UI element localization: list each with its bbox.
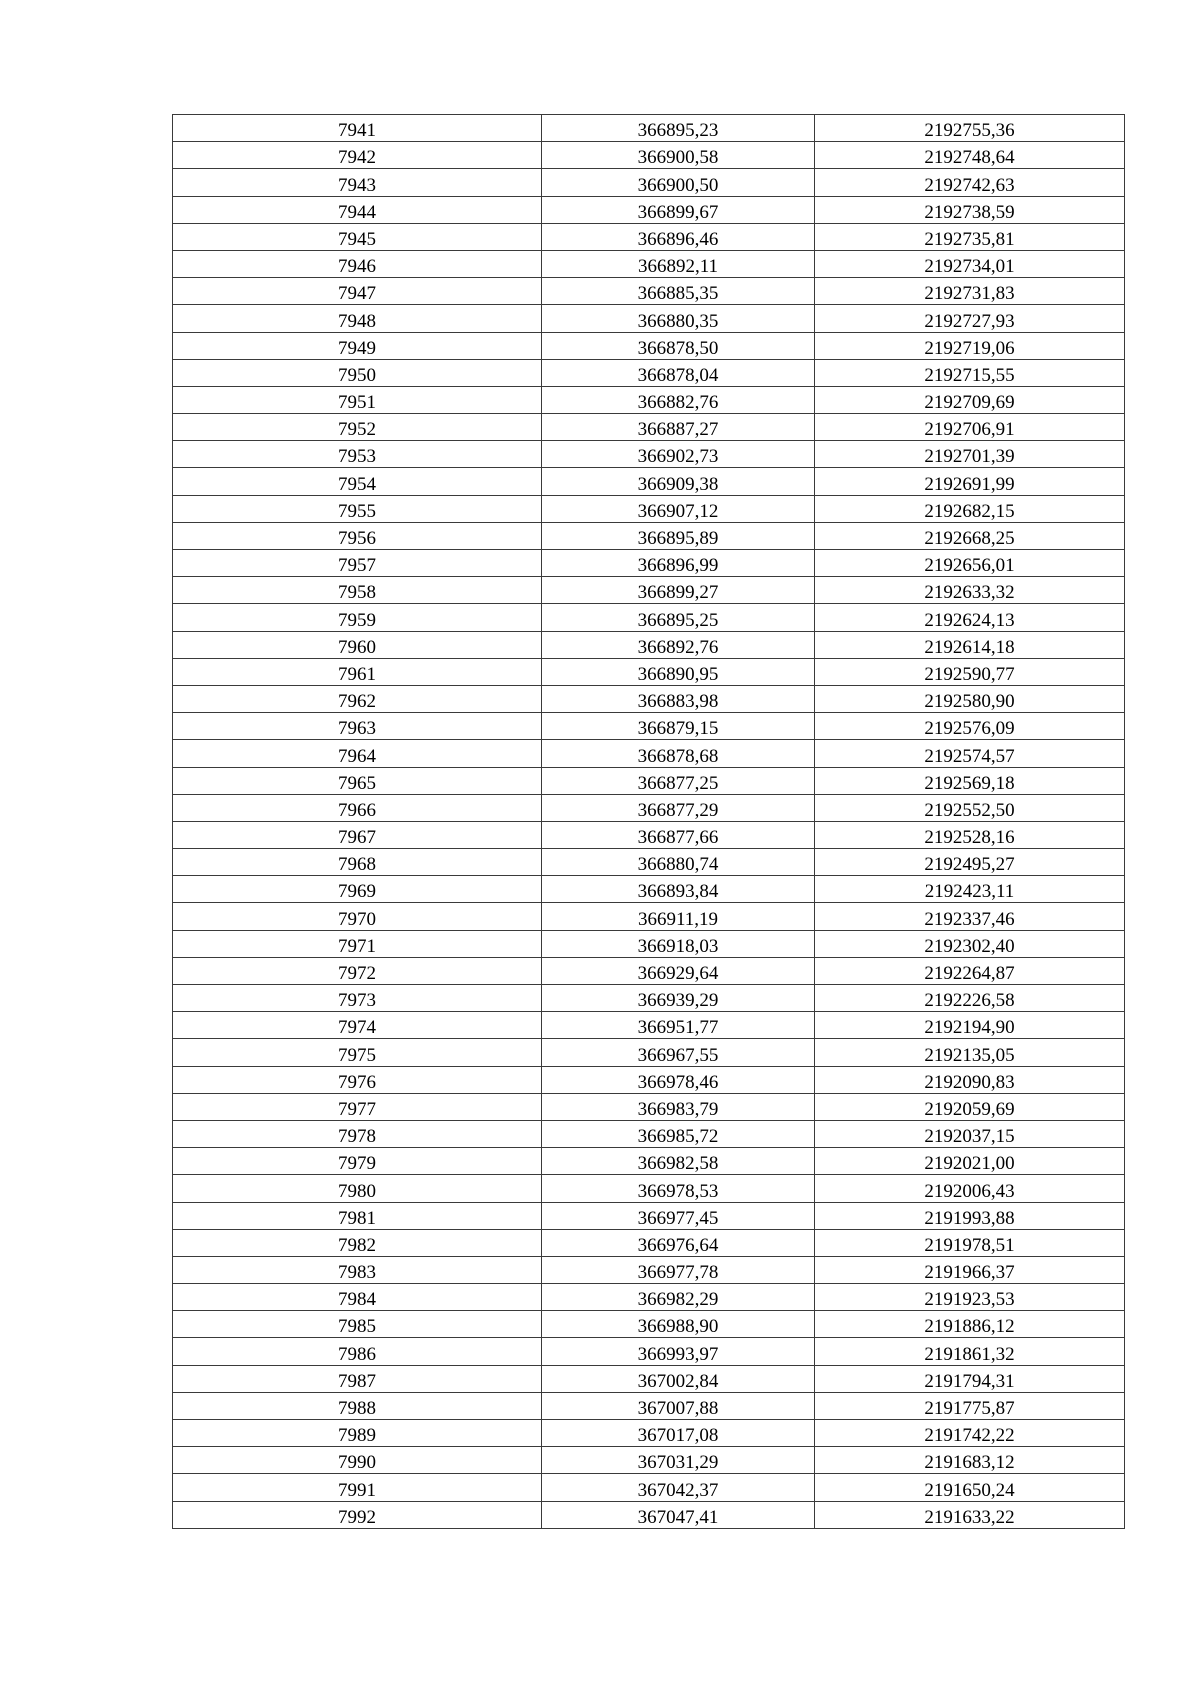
y-coordinate-cell: 2192495,27: [815, 849, 1125, 876]
y-coordinate-cell: 2192735,81: [815, 223, 1125, 250]
x-coordinate-cell: 367031,29: [542, 1447, 815, 1474]
x-coordinate-cell: 366951,77: [542, 1012, 815, 1039]
x-coordinate-cell: 366911,19: [542, 903, 815, 930]
table-row: [173, 250, 1125, 277]
y-coordinate-cell: 2192264,87: [815, 957, 1125, 984]
y-coordinate-cell: 2191861,32: [815, 1338, 1125, 1365]
y-coordinate-cell: 2192682,15: [815, 495, 1125, 522]
table-row: [173, 1420, 1125, 1447]
x-coordinate-cell: 366967,55: [542, 1039, 815, 1066]
x-coordinate-cell: 366978,46: [542, 1066, 815, 1093]
table-row: [173, 414, 1125, 441]
y-coordinate-cell: 2192576,09: [815, 713, 1125, 740]
point-number-cell: 7983: [173, 1256, 542, 1283]
x-coordinate-cell: 366893,84: [542, 876, 815, 903]
table-row: [173, 142, 1125, 169]
y-coordinate-cell: 2192037,15: [815, 1120, 1125, 1147]
point-number-cell: 7957: [173, 550, 542, 577]
x-coordinate-cell: 366982,58: [542, 1148, 815, 1175]
x-coordinate-cell: 366978,53: [542, 1175, 815, 1202]
y-coordinate-cell: 2192574,57: [815, 740, 1125, 767]
point-number-cell: 7992: [173, 1501, 542, 1528]
y-coordinate-cell: 2192719,06: [815, 332, 1125, 359]
y-coordinate-cell: 2191650,24: [815, 1474, 1125, 1501]
point-number-cell: 7976: [173, 1066, 542, 1093]
x-coordinate-cell: 366887,27: [542, 414, 815, 441]
point-number-cell: 7967: [173, 821, 542, 848]
point-number-cell: 7944: [173, 196, 542, 223]
y-coordinate-cell: 2192748,64: [815, 142, 1125, 169]
y-coordinate-cell: 2192742,63: [815, 169, 1125, 196]
x-coordinate-cell: 366877,66: [542, 821, 815, 848]
point-number-cell: 7952: [173, 414, 542, 441]
y-coordinate-cell: 2192423,11: [815, 876, 1125, 903]
point-number-cell: 7978: [173, 1120, 542, 1147]
y-coordinate-cell: 2192668,25: [815, 522, 1125, 549]
point-number-cell: 7942: [173, 142, 542, 169]
x-coordinate-cell: 366899,27: [542, 577, 815, 604]
table-row: [173, 495, 1125, 522]
point-number-cell: 7958: [173, 577, 542, 604]
table-row: [173, 685, 1125, 712]
point-number-cell: 7984: [173, 1284, 542, 1311]
x-coordinate-cell: 366879,15: [542, 713, 815, 740]
table-row: [173, 903, 1125, 930]
x-coordinate-cell: 367017,08: [542, 1420, 815, 1447]
point-number-cell: 7977: [173, 1093, 542, 1120]
y-coordinate-cell: 2191978,51: [815, 1229, 1125, 1256]
y-coordinate-cell: 2192738,59: [815, 196, 1125, 223]
y-coordinate-cell: 2192337,46: [815, 903, 1125, 930]
table-row: [173, 740, 1125, 767]
table-row: [173, 441, 1125, 468]
x-coordinate-cell: 367002,84: [542, 1365, 815, 1392]
x-coordinate-cell: 367047,41: [542, 1501, 815, 1528]
point-number-cell: 7974: [173, 1012, 542, 1039]
table-row: [173, 386, 1125, 413]
x-coordinate-cell: 366985,72: [542, 1120, 815, 1147]
y-coordinate-cell: 2191742,22: [815, 1420, 1125, 1447]
x-coordinate-cell: 366988,90: [542, 1311, 815, 1338]
x-coordinate-cell: 366976,64: [542, 1229, 815, 1256]
x-coordinate-cell: 366918,03: [542, 930, 815, 957]
point-number-cell: 7951: [173, 386, 542, 413]
point-number-cell: 7973: [173, 985, 542, 1012]
table-row: [173, 223, 1125, 250]
y-coordinate-cell: 2192006,43: [815, 1175, 1125, 1202]
x-coordinate-cell: 366882,76: [542, 386, 815, 413]
table-row: [173, 1501, 1125, 1528]
table-row: [173, 305, 1125, 332]
x-coordinate-cell: 366878,04: [542, 359, 815, 386]
table-row: [173, 876, 1125, 903]
point-number-cell: 7947: [173, 278, 542, 305]
table-row: [173, 985, 1125, 1012]
y-coordinate-cell: 2192059,69: [815, 1093, 1125, 1120]
y-coordinate-cell: 2192226,58: [815, 985, 1125, 1012]
point-number-cell: 7989: [173, 1420, 542, 1447]
table-row: [173, 794, 1125, 821]
table-row: [173, 930, 1125, 957]
point-number-cell: 7972: [173, 957, 542, 984]
y-coordinate-cell: 2192624,13: [815, 604, 1125, 631]
table-row: [173, 957, 1125, 984]
x-coordinate-cell: 366900,50: [542, 169, 815, 196]
x-coordinate-cell: 366993,97: [542, 1338, 815, 1365]
y-coordinate-cell: 2191993,88: [815, 1202, 1125, 1229]
point-number-cell: 7941: [173, 115, 542, 142]
table-row: [173, 1093, 1125, 1120]
table-row: [173, 631, 1125, 658]
y-coordinate-cell: 2192194,90: [815, 1012, 1125, 1039]
x-coordinate-cell: 366929,64: [542, 957, 815, 984]
point-number-cell: 7950: [173, 359, 542, 386]
table-row: [173, 1175, 1125, 1202]
x-coordinate-cell: 366896,99: [542, 550, 815, 577]
table-row: [173, 604, 1125, 631]
table-row: [173, 1284, 1125, 1311]
table-row: [173, 1120, 1125, 1147]
table-row: [173, 359, 1125, 386]
point-number-cell: 7980: [173, 1175, 542, 1202]
table-row: [173, 1392, 1125, 1419]
point-number-cell: 7971: [173, 930, 542, 957]
table-row: [173, 1148, 1125, 1175]
point-number-cell: 7970: [173, 903, 542, 930]
point-number-cell: 7945: [173, 223, 542, 250]
y-coordinate-cell: 2192580,90: [815, 685, 1125, 712]
table-row: [173, 1202, 1125, 1229]
y-coordinate-cell: 2192633,32: [815, 577, 1125, 604]
y-coordinate-cell: 2191775,87: [815, 1392, 1125, 1419]
x-coordinate-cell: 366902,73: [542, 441, 815, 468]
point-number-cell: 7987: [173, 1365, 542, 1392]
table-row: [173, 196, 1125, 223]
y-coordinate-cell: 2192727,93: [815, 305, 1125, 332]
y-coordinate-cell: 2192090,83: [815, 1066, 1125, 1093]
point-number-cell: 7959: [173, 604, 542, 631]
point-number-cell: 7966: [173, 794, 542, 821]
y-coordinate-cell: 2191966,37: [815, 1256, 1125, 1283]
y-coordinate-cell: 2192021,00: [815, 1148, 1125, 1175]
x-coordinate-cell: 366909,38: [542, 468, 815, 495]
x-coordinate-cell: 366890,95: [542, 658, 815, 685]
table-row: [173, 1012, 1125, 1039]
x-coordinate-cell: 366982,29: [542, 1284, 815, 1311]
x-coordinate-cell: 366896,46: [542, 223, 815, 250]
y-coordinate-cell: 2192691,99: [815, 468, 1125, 495]
table-row: [173, 767, 1125, 794]
y-coordinate-cell: 2191886,12: [815, 1311, 1125, 1338]
y-coordinate-cell: 2192302,40: [815, 930, 1125, 957]
point-number-cell: 7956: [173, 522, 542, 549]
table-row: [173, 169, 1125, 196]
x-coordinate-cell: 366907,12: [542, 495, 815, 522]
point-number-cell: 7975: [173, 1039, 542, 1066]
x-coordinate-cell: 366880,74: [542, 849, 815, 876]
table-row: [173, 550, 1125, 577]
x-coordinate-cell: 366877,29: [542, 794, 815, 821]
table-row: [173, 1338, 1125, 1365]
y-coordinate-cell: 2191923,53: [815, 1284, 1125, 1311]
point-number-cell: 7954: [173, 468, 542, 495]
table-row: [173, 658, 1125, 685]
table-row: [173, 577, 1125, 604]
x-coordinate-cell: 366939,29: [542, 985, 815, 1012]
x-coordinate-cell: 366895,23: [542, 115, 815, 142]
point-number-cell: 7985: [173, 1311, 542, 1338]
table-row: [173, 849, 1125, 876]
table-row: [173, 278, 1125, 305]
y-coordinate-cell: 2191794,31: [815, 1365, 1125, 1392]
x-coordinate-cell: 366900,58: [542, 142, 815, 169]
y-coordinate-cell: 2192734,01: [815, 250, 1125, 277]
point-number-cell: 7988: [173, 1392, 542, 1419]
point-number-cell: 7979: [173, 1148, 542, 1175]
point-number-cell: 7986: [173, 1338, 542, 1365]
point-number-cell: 7982: [173, 1229, 542, 1256]
table-row: [173, 1474, 1125, 1501]
x-coordinate-cell: 366878,50: [542, 332, 815, 359]
point-number-cell: 7961: [173, 658, 542, 685]
table-row: [173, 1365, 1125, 1392]
point-number-cell: 7953: [173, 441, 542, 468]
y-coordinate-cell: 2192715,55: [815, 359, 1125, 386]
x-coordinate-cell: 366977,45: [542, 1202, 815, 1229]
y-coordinate-cell: 2192701,39: [815, 441, 1125, 468]
y-coordinate-cell: 2192731,83: [815, 278, 1125, 305]
table-row: [173, 115, 1125, 142]
y-coordinate-cell: 2192552,50: [815, 794, 1125, 821]
table-row: [173, 821, 1125, 848]
x-coordinate-cell: 366883,98: [542, 685, 815, 712]
y-coordinate-cell: 2192755,36: [815, 115, 1125, 142]
point-number-cell: 7965: [173, 767, 542, 794]
x-coordinate-cell: 366880,35: [542, 305, 815, 332]
coordinates-table: [172, 114, 1125, 1529]
y-coordinate-cell: 2192135,05: [815, 1039, 1125, 1066]
table-row: [173, 713, 1125, 740]
y-coordinate-cell: 2192528,16: [815, 821, 1125, 848]
point-number-cell: 7948: [173, 305, 542, 332]
point-number-cell: 7969: [173, 876, 542, 903]
point-number-cell: 7981: [173, 1202, 542, 1229]
y-coordinate-cell: 2192590,77: [815, 658, 1125, 685]
point-number-cell: 7963: [173, 713, 542, 740]
table-row: [173, 522, 1125, 549]
table-row: [173, 1447, 1125, 1474]
x-coordinate-cell: 366977,78: [542, 1256, 815, 1283]
x-coordinate-cell: 366895,25: [542, 604, 815, 631]
x-coordinate-cell: 366892,76: [542, 631, 815, 658]
y-coordinate-cell: 2192569,18: [815, 767, 1125, 794]
point-number-cell: 7962: [173, 685, 542, 712]
x-coordinate-cell: 366895,89: [542, 522, 815, 549]
point-number-cell: 7943: [173, 169, 542, 196]
x-coordinate-cell: 366892,11: [542, 250, 815, 277]
point-number-cell: 7946: [173, 250, 542, 277]
point-number-cell: 7949: [173, 332, 542, 359]
y-coordinate-cell: 2192656,01: [815, 550, 1125, 577]
x-coordinate-cell: 367007,88: [542, 1392, 815, 1419]
point-number-cell: 7968: [173, 849, 542, 876]
table-row: [173, 1066, 1125, 1093]
coordinates-table-body: [173, 115, 1125, 1529]
x-coordinate-cell: 366983,79: [542, 1093, 815, 1120]
table-row: [173, 1256, 1125, 1283]
table-row: [173, 1039, 1125, 1066]
point-number-cell: 7960: [173, 631, 542, 658]
point-number-cell: 7990: [173, 1447, 542, 1474]
y-coordinate-cell: 2192709,69: [815, 386, 1125, 413]
point-number-cell: 7964: [173, 740, 542, 767]
y-coordinate-cell: 2192706,91: [815, 414, 1125, 441]
y-coordinate-cell: 2191683,12: [815, 1447, 1125, 1474]
y-coordinate-cell: 2192614,18: [815, 631, 1125, 658]
x-coordinate-cell: 366877,25: [542, 767, 815, 794]
table-row: [173, 1311, 1125, 1338]
point-number-cell: 7955: [173, 495, 542, 522]
x-coordinate-cell: 367042,37: [542, 1474, 815, 1501]
table-row: [173, 332, 1125, 359]
table-row: [173, 468, 1125, 495]
x-coordinate-cell: 366899,67: [542, 196, 815, 223]
point-number-cell: 7991: [173, 1474, 542, 1501]
y-coordinate-cell: 2191633,22: [815, 1501, 1125, 1528]
table-row: [173, 1229, 1125, 1256]
x-coordinate-cell: 366885,35: [542, 278, 815, 305]
x-coordinate-cell: 366878,68: [542, 740, 815, 767]
